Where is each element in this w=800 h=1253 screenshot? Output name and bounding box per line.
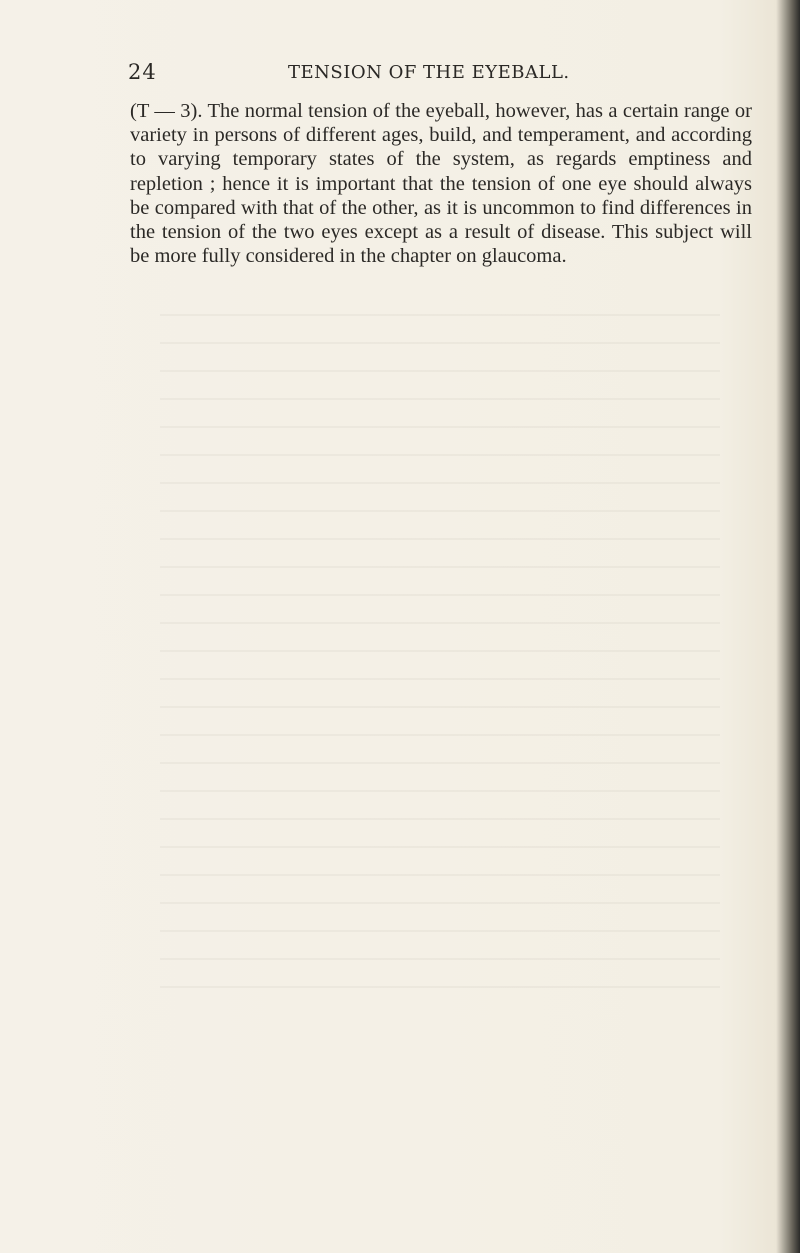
- body-text: [130, 99, 752, 268]
- body-paragraph: (T — 3). The normal tension of the eyeball, however, has a certain range or variety in persons of different ages, build, and temperament, and according to varying temporary states of the system, as regards emptiness and repletion ; hence it is important that the tension of one eye should always be compared with that of the other, as it is uncommon to find differences in the tension of the two eyes except as a result of disease. This subject will be more fully considered in the chapter on glaucoma.: [130, 100, 752, 268]
- running-head: [128, 60, 753, 88]
- page-number: 24: [128, 60, 157, 84]
- show-through-texture: [160, 300, 720, 1000]
- running-head-title: TENSION OF THE EYEBALL.: [288, 62, 570, 83]
